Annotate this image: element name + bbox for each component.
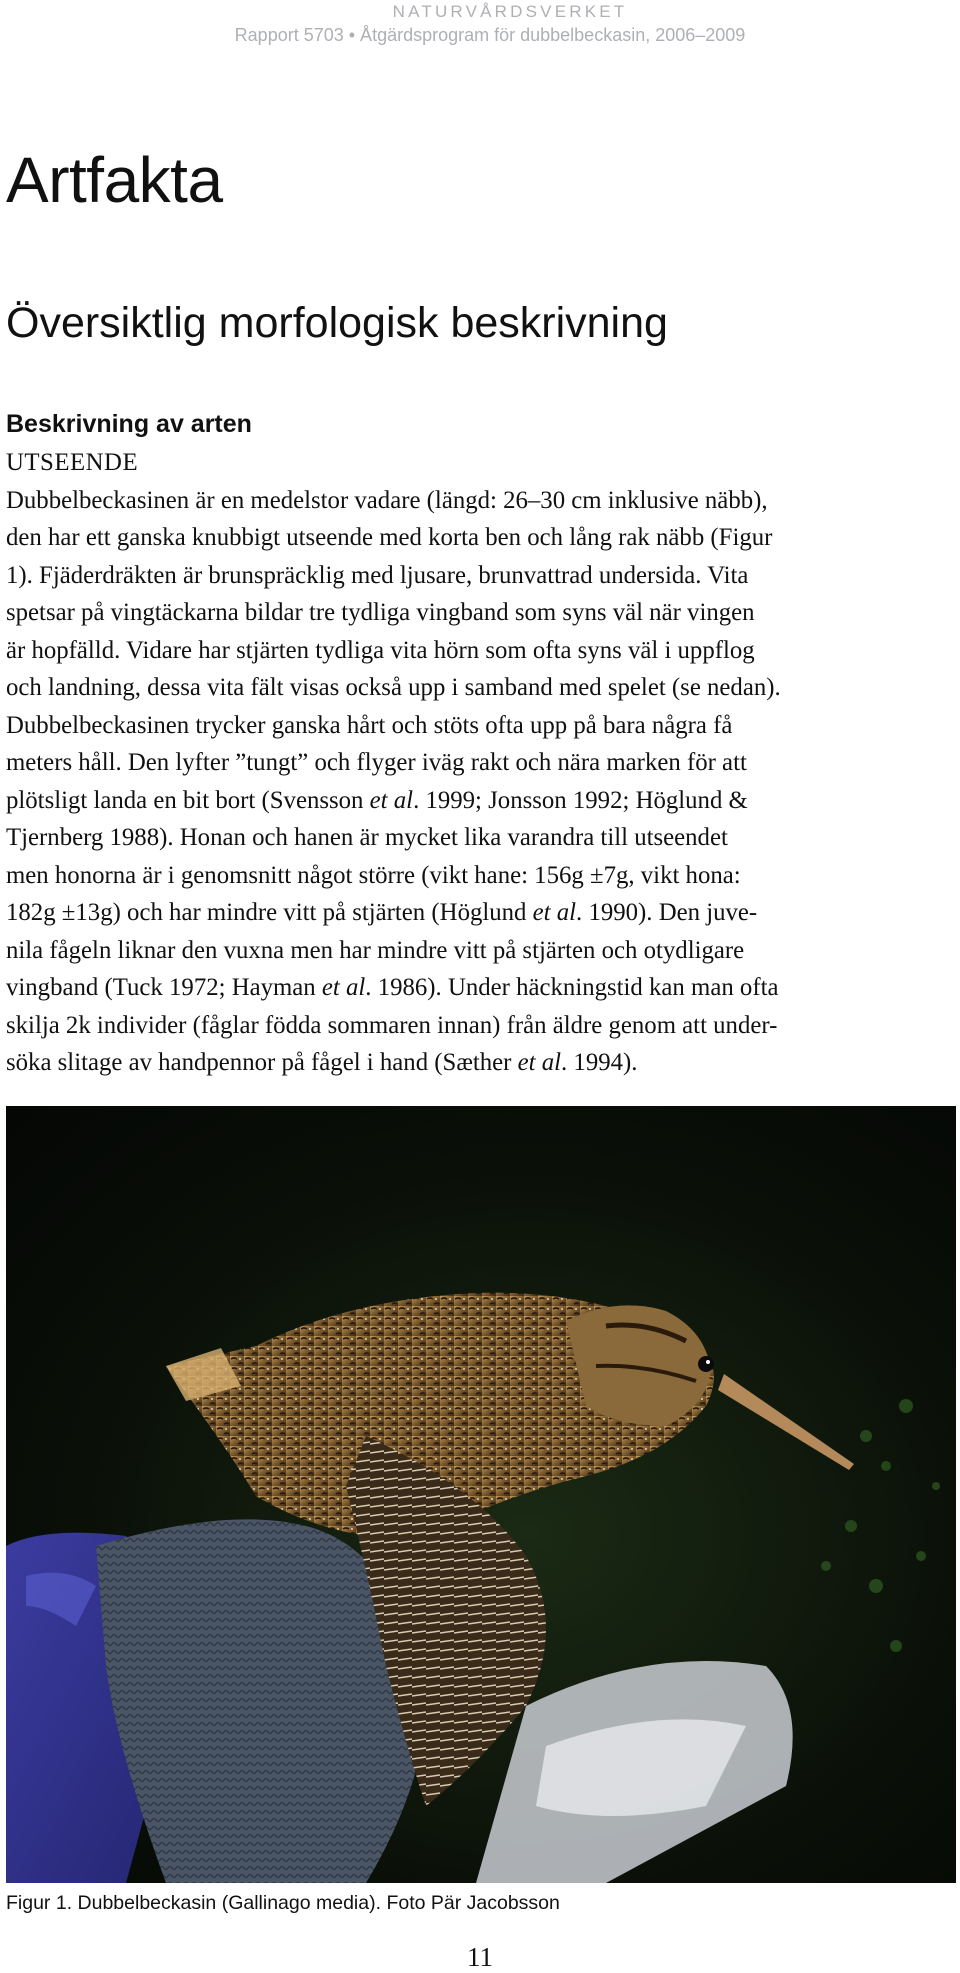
appearance-paragraph [6, 444, 954, 1082]
text-line: och landning, dessa vita fält visas också upp i samband med spelet (se nedan). [6, 674, 781, 701]
text-line: den har ett ganska knubbigt utseende med korta ben och lång rak näbb (Figur [6, 524, 773, 551]
text-line: 182g ±13g) och har mindre vitt på stjärten (Höglund et al. 1990). Den juve- [6, 899, 758, 926]
text-line: men honorna är i genomsnitt något större (vikt hane: 156g ±7g, vikt hona: [6, 861, 741, 889]
text-line: vingband (Tuck 1972; Hayman et al. 1986). Under häckningstid kan man ofta [6, 974, 779, 1001]
section-title: Översiktlig morfologisk beskrivning [6, 299, 668, 347]
running-header [0, 2, 960, 47]
appearance-subheading: UTSEENDE [6, 449, 139, 476]
text-line: 1). Fjäderdräkten är brunspräcklig med ljusare, brunvattrad undersida. Vita [6, 561, 749, 589]
text-line: söka slitage av handpennor på fågel i hand (Sæther et al. 1994). [6, 1049, 638, 1076]
agency-name: NATURVÅRDSVERKET [392, 2, 628, 21]
text-line: Dubbelbeckasinen är en medelstor vadare (längd: 26–30 cm inklusive näbb), [6, 486, 768, 514]
text-line: spetsar på vingtäckarna bildar tre tydliga vingband som syns väl när vingen [6, 599, 755, 626]
text-line: Tjernberg 1988). Honan och hanen är mycket lika varandra till utseendet [6, 824, 728, 851]
text-line: är hopfälld. Vidare har stjärten tydliga vita hörn som ofta syns väl i uppflog [6, 636, 755, 664]
text-line: skilja 2k individer (fåglar födda sommaren innan) från äldre genom att under- [6, 1011, 778, 1039]
text-line: Dubbelbeckasinen trycker ganska hårt och stöts ofta upp på bara några få [6, 711, 733, 739]
snipe-photo [6, 1106, 956, 1883]
text-line: nila fågeln liknar den vuxna men har mindre vitt på stjärten och otydligare [6, 936, 745, 964]
figure-caption: Figur 1. Dubbelbeckasin (Gallinago media). Foto Pär Jacobsson [6, 1892, 560, 1914]
page-title: Artfakta [6, 144, 223, 216]
report-title: Rapport 5703 • Åtgärdsprogram för dubbelbeckasin, 2006–2009 [234, 25, 746, 45]
species-description-heading: Beskrivning av arten [6, 410, 252, 438]
page-number: 11 [467, 1942, 493, 1972]
text-line: meters håll. Den lyfter ”tungt” och flyger iväg rakt och nära marken för att [6, 749, 747, 776]
text-line: plötsligt landa en bit bort (Svensson et al. 1999; Jonsson 1992; Höglund & [6, 786, 748, 814]
